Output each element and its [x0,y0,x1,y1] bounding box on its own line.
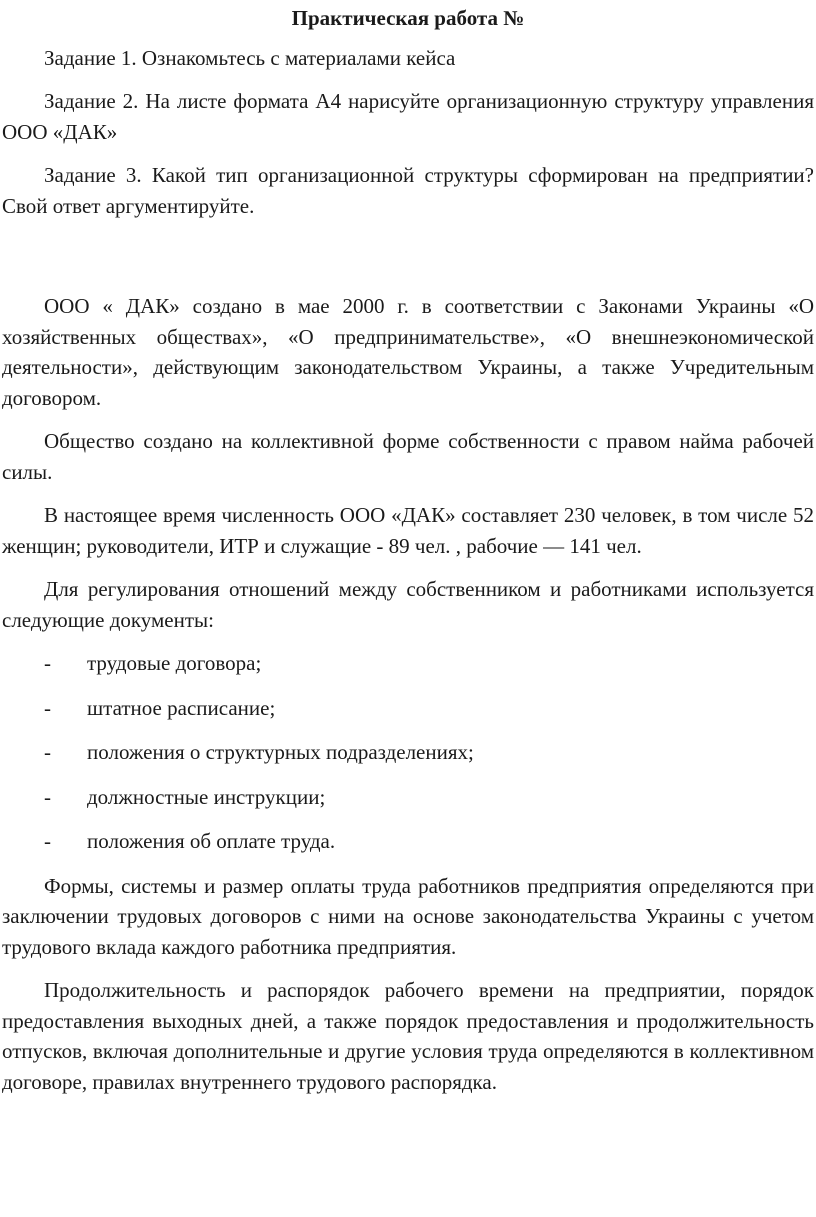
list-item [2,782,814,813]
list-dash: - [44,829,51,853]
list-item [2,648,814,679]
list-item [2,737,814,768]
list-item-text: положения об оплате труда. [87,829,336,853]
list-dash: - [44,784,51,809]
task-1: Задание 1. Ознакомьтесь с материалами кейса [44,45,456,70]
list-dash: - [44,651,51,675]
paragraph-documents-intro: Для регулирования отношений между собственником и работниками используется следующие документы: [2,577,814,632]
document-title: Практическая работа № [291,6,525,30]
list-dash: - [44,695,51,720]
list-item [2,693,814,724]
paragraph-company-founding: ООО « ДАК» создано в мае 2000 г. в соответствии с Законами Украины «О хозяйственных обществах», «О предпринимательстве», «О внешнеэкономической деятельности», действующим законодательством Украины, а также Учредительным договором. [2,294,814,410]
task-3: Задание 3. Какой тип организационной структуры сформирован на предприятии? Свой ответ аргументируйте. [2,163,814,218]
list-item-text: должностные инструкции; [87,784,326,809]
list-item-text: положения о структурных подразделениях; [87,740,474,764]
list-item-text: трудовые договора; [87,651,262,675]
list-dash: - [44,740,51,764]
paragraph-ownership: Общество создано на коллективной форме собственности с правом найма рабочей силы. [2,429,814,484]
paragraph-working-time: Продолжительность и распорядок рабочего времени на предприятии, порядок предоставления выходных дней, а также порядок предоставления и продолжительность отпусков, включая дополнительные и другие условия труда определяются в коллективном договоре, правилах внутреннего трудового распорядка. [2,978,814,1094]
spacer [2,234,814,291]
paragraph-staff-count: В настоящее время численность ООО «ДАК» составляет 230 человек, в том числе 52 женщин; руководители, ИТР и служащие - 89 чел. , рабочие — 141 чел. [2,503,814,558]
task-2: Задание 2. На листе формата А4 нарисуйте организационную структуру управления ООО «ДАК» [2,89,814,144]
list-item-text: штатное расписание; [87,695,276,720]
paragraph-wages: Формы, системы и размер оплаты труда работников предприятия определяются при заключении трудовых договоров с ними на основе законодательства Украины с учетом трудового вклада каждого работника предприятия. [2,873,814,959]
list-item [2,826,814,857]
documents-list [2,648,814,857]
